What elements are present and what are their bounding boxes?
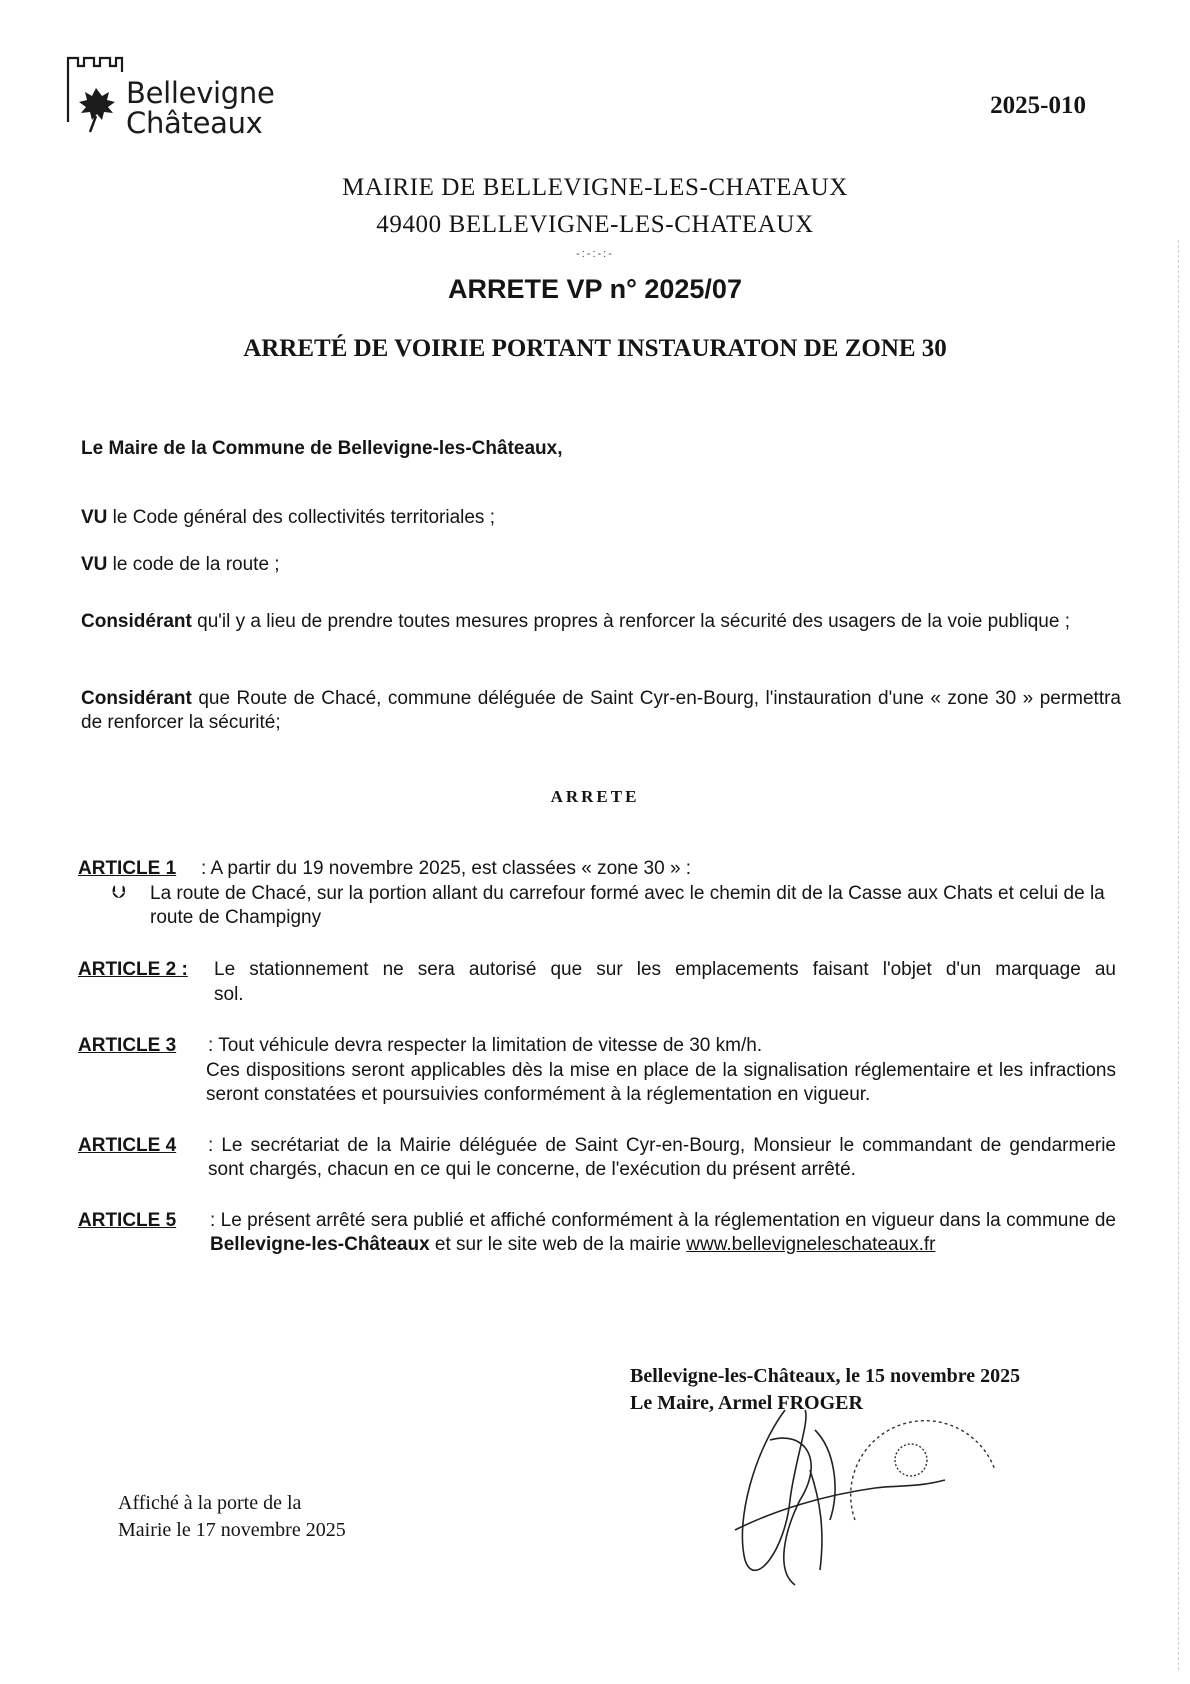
vu-paragraph-1	[81, 506, 1121, 530]
scan-edge-line	[1178, 240, 1180, 1670]
article-2-text: Le stationnement ne sera autorisé que sur les emplacements faisant l'objet d'un marquage au	[214, 959, 1116, 980]
handwritten-signature	[735, 1410, 945, 1585]
considerant-paragraph-1	[81, 610, 1121, 634]
commune-name: Bellevigne-les-Châteaux	[210, 1234, 430, 1255]
separator: -:-:-:-	[576, 248, 614, 260]
article-3-text: : Tout véhicule devra respecter la limitation de vitesse de 30 km/h.	[208, 1035, 763, 1056]
page-subtitle: ARRETÉ DE VOIRIE PORTANT INSTAURATON DE ZONE 30	[243, 335, 947, 362]
considerant-text: que Route de Chacé, commune déléguée de Saint Cyr-en-Bourg, l'instauration d'une « zone 30 » permettra de renforcer la sécurité;	[81, 688, 1121, 733]
mairie-name: MAIRIE DE BELLEVIGNE-LES-CHATEAUX	[342, 174, 848, 201]
vu-text: le Code général des collectivités territoriales ;	[107, 507, 495, 528]
arrete-heading: ARRETE	[550, 787, 640, 806]
article-3-text-cont: Ces dispositions seront applicables dès la mise en place de la signalisation réglementaire et les infractions seront constatées et poursuivies conformément à la réglementation en vigueur.	[206, 1060, 1116, 1105]
posting-line-1: Affiché à la porte de la	[118, 1492, 302, 1514]
maire-line: Le Maire de la Commune de Bellevigne-les-Châteaux,	[81, 438, 563, 459]
castle-leaf-icon	[66, 52, 126, 142]
considerant-text: qu'il y a lieu de prendre toutes mesures propres à renforcer la sécurité des usagers de la voie publique ;	[191, 611, 1070, 632]
mairie-address: 49400 BELLEVIGNE-LES-CHATEAUX	[376, 211, 814, 238]
article-1-item: La route de Chacé, sur la portion allant du carrefour formé avec le chemin dit de la Casse aux Chats et celui de la route de Champigny	[150, 883, 1105, 928]
considerant-paragraph-2	[81, 687, 1121, 735]
article-5-text	[210, 1209, 1116, 1257]
document-reference: 2025-010	[990, 92, 1086, 119]
website-link[interactable]: www.bellevigneleschateaux.fr	[686, 1234, 936, 1255]
article-2-text-cont: sol.	[214, 984, 244, 1005]
article-4-label: ARTICLE 4	[78, 1135, 177, 1156]
signature-and-stamp	[715, 1400, 1035, 1600]
article-4-text: : Le secrétariat de la Mairie déléguée de Saint Cyr-en-Bourg, Monsieur le commandant de gendarmerie sont chargés, chacun en ce qui le concerne, de l'exécution du présent arrêté.	[208, 1135, 1116, 1180]
official-stamp	[851, 1421, 995, 1520]
signature-place-date: Bellevigne-les-Châteaux, le 15 novembre 2025	[630, 1365, 1021, 1387]
page-title: ARRETE VP n° 2025/07	[448, 274, 742, 304]
logo-line-1: Bellevigne	[126, 76, 275, 110]
arrow-bullet-icon: ⮋	[112, 882, 126, 902]
article-5-text-before: : Le présent arrêté sera publié et affiché conformément à la réglementation en vigueur dans la commune de	[210, 1210, 1116, 1231]
considerant-label: Considérant	[81, 611, 192, 632]
vu-label: VU	[81, 554, 108, 575]
article-5-text-after: et sur le site web de la mairie	[429, 1234, 687, 1255]
vu-label: VU	[81, 507, 108, 528]
vu-text: le code de la route ;	[107, 554, 280, 575]
considerant-label: Considérant	[81, 688, 192, 709]
vu-paragraph-2	[81, 553, 1121, 577]
article-1-label: ARTICLE 1	[78, 858, 177, 879]
article-2-label: ARTICLE 2 :	[78, 959, 188, 980]
article-1-text: : A partir du 19 novembre 2025, est classées « zone 30 » :	[201, 858, 692, 879]
article-3-label: ARTICLE 3	[78, 1035, 177, 1056]
posting-notice	[118, 1490, 346, 1544]
signature-name: Le Maire, Armel FROGER	[630, 1392, 863, 1414]
logo-line-2: Châteaux	[126, 106, 263, 140]
logo	[66, 52, 306, 142]
article-5-label: ARTICLE 5	[78, 1210, 177, 1231]
posting-line-2: Mairie le 17 novembre 2025	[118, 1519, 346, 1541]
